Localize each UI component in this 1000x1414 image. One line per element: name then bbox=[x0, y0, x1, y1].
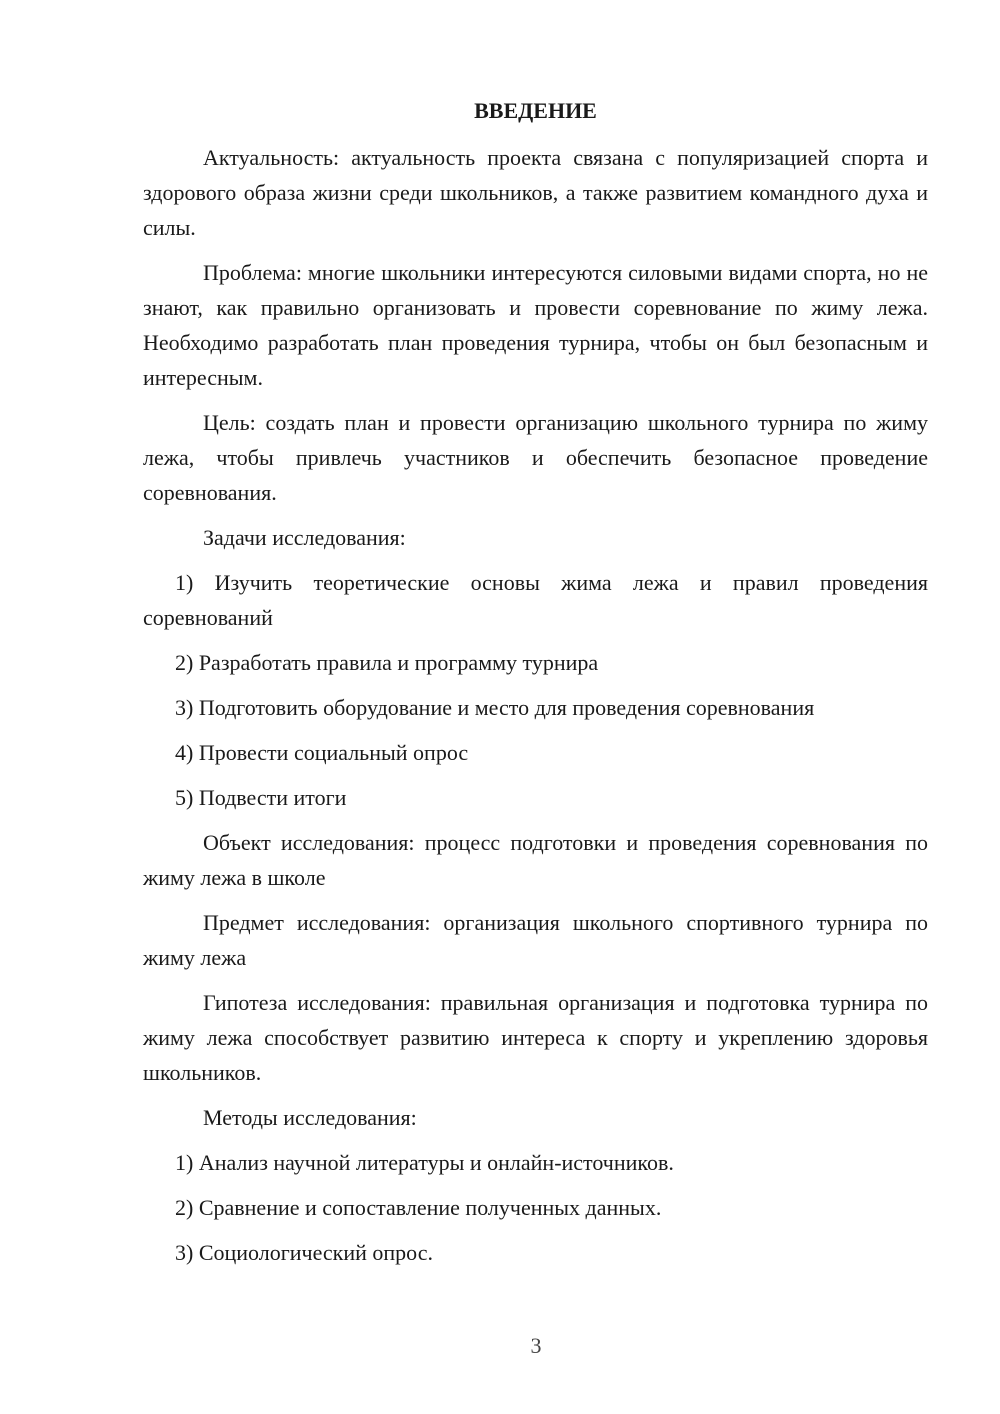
task-item: 2) Разработать правила и программу турнира bbox=[175, 650, 599, 675]
object-paragraph: Объект исследования: процесс подготовки и проведения соревнования по жиму лежа в школе bbox=[143, 830, 928, 890]
method-item: 2) Сравнение и сопоставление полученных данных. bbox=[175, 1195, 662, 1220]
goal-paragraph: Цель: создать план и провести организацию школьного турнира по жиму лежа, чтобы привлечь участников и обеспечить безопасное проведение соревнования. bbox=[143, 410, 928, 505]
problem-paragraph: Проблема: многие школьники интересуются силовыми видами спорта, но не знают, как правильно организовать и провести соревнование по жиму лежа. Необходимо разработать план проведения турнира, чтобы он был безопасным и интересным. bbox=[143, 260, 928, 390]
method-item: 1) Анализ научной литературы и онлайн-источников. bbox=[175, 1150, 674, 1175]
hypothesis-paragraph: Гипотеза исследования: правильная организация и подготовка турнира по жиму лежа способствует развитию интереса к спорту и укреплению здоровья школьников. bbox=[143, 990, 928, 1085]
task-item: 3) Подготовить оборудование и место для проведения соревнования bbox=[175, 695, 815, 720]
task-item: 4) Провести социальный опрос bbox=[175, 740, 469, 765]
tasks-title: Задачи исследования: bbox=[203, 525, 406, 550]
task-item: 5) Подвести итоги bbox=[175, 785, 347, 810]
method-item: 3) Социологический опрос. bbox=[175, 1240, 433, 1265]
document-page bbox=[143, 96, 928, 1280]
page-number: 3 bbox=[530, 1333, 542, 1358]
relevance-paragraph: Актуальность: актуальность проекта связана с популяризацией спорта и здорового образа жизни среди школьников, а также развитием командного духа и силы. bbox=[143, 145, 928, 240]
page-title: ВВЕДЕНИЕ bbox=[474, 98, 597, 123]
task-item: 1) Изучить теоретические основы жима лежа и правил проведения соревнований bbox=[143, 570, 928, 630]
methods-title: Методы исследования: bbox=[203, 1105, 417, 1130]
subject-paragraph: Предмет исследования: организация школьного спортивного турнира по жиму лежа bbox=[143, 910, 928, 970]
